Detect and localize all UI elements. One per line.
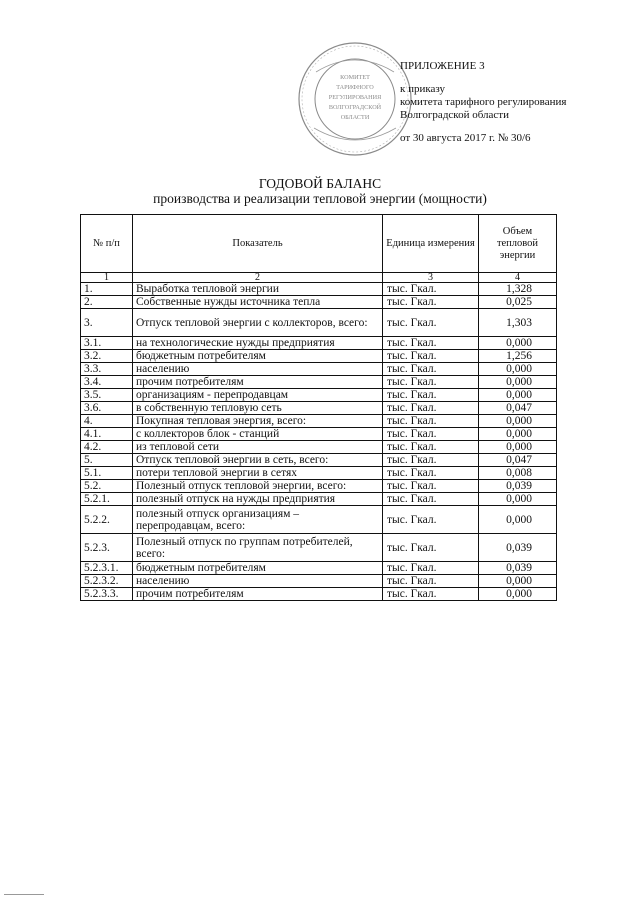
row-indicator: бюджетным потребителям	[133, 562, 383, 575]
row-indicator: с коллекторов блок - станций	[133, 428, 383, 441]
row-number: 2.	[81, 296, 133, 309]
index-cell: 4	[479, 273, 557, 283]
row-indicator: потери тепловой энергии в сетях	[133, 467, 383, 480]
row-number: 5.2.2.	[81, 506, 133, 534]
balance-table	[80, 214, 557, 601]
row-unit: тыс. Гкал.	[383, 454, 479, 467]
column-index-row	[81, 273, 557, 283]
row-number: 3.6.	[81, 402, 133, 415]
row-number: 4.1.	[81, 428, 133, 441]
row-unit: тыс. Гкал.	[383, 575, 479, 588]
table-row	[81, 337, 557, 350]
row-indicator: Отпуск тепловой энергии в сеть, всего:	[133, 454, 383, 467]
table-row	[81, 588, 557, 601]
row-number: 3.3.	[81, 363, 133, 376]
row-value: 0,000	[479, 363, 557, 376]
row-value: 1,328	[479, 283, 557, 296]
row-unit: тыс. Гкал.	[383, 534, 479, 562]
table-row	[81, 296, 557, 309]
table-row	[81, 402, 557, 415]
table-row	[81, 562, 557, 575]
row-value: 0,039	[479, 534, 557, 562]
row-value: 0,000	[479, 376, 557, 389]
row-value: 0,000	[479, 588, 557, 601]
row-unit: тыс. Гкал.	[383, 296, 479, 309]
table-row	[81, 415, 557, 428]
appendix-region-line: Волгоградской области	[400, 109, 509, 121]
row-indicator: из тепловой сети	[133, 441, 383, 454]
row-number: 5.2.3.3.	[81, 588, 133, 601]
table-row	[81, 363, 557, 376]
appendix-order-line: к приказу	[400, 83, 446, 95]
header-num: № п/п	[81, 215, 133, 273]
svg-text:КОМИТЕТ: КОМИТЕТ	[340, 74, 370, 81]
row-indicator: на технологические нужды предприятия	[133, 337, 383, 350]
row-unit: тыс. Гкал.	[383, 467, 479, 480]
row-number: 4.2.	[81, 441, 133, 454]
row-number: 5.	[81, 454, 133, 467]
table-row	[81, 350, 557, 363]
row-indicator: организациям - перепродавцам	[133, 389, 383, 402]
row-number: 5.2.3.1.	[81, 562, 133, 575]
header-value: Объем тепловой энергии	[479, 215, 557, 273]
index-cell: 2	[133, 273, 383, 283]
table-row	[81, 467, 557, 480]
row-value: 1,303	[479, 309, 557, 337]
row-value: 0,000	[479, 506, 557, 534]
row-number: 5.2.3.2.	[81, 575, 133, 588]
row-indicator: в собственную тепловую сеть	[133, 402, 383, 415]
row-number: 5.1.	[81, 467, 133, 480]
svg-text:ОБЛАСТИ: ОБЛАСТИ	[340, 114, 370, 121]
row-value: 0,000	[479, 389, 557, 402]
row-unit: тыс. Гкал.	[383, 415, 479, 428]
row-value: 0,047	[479, 454, 557, 467]
row-value: 0,000	[479, 337, 557, 350]
table-row	[81, 389, 557, 402]
row-unit: тыс. Гкал.	[383, 389, 479, 402]
row-number: 3.1.	[81, 337, 133, 350]
row-value: 0,039	[479, 562, 557, 575]
row-value: 0,047	[479, 402, 557, 415]
table-row	[81, 428, 557, 441]
row-indicator: населению	[133, 575, 383, 588]
row-value: 0,000	[479, 441, 557, 454]
row-number: 3.2.	[81, 350, 133, 363]
row-number: 5.2.	[81, 480, 133, 493]
table-row	[81, 575, 557, 588]
row-indicator: полезный отпуск организациям – перепродавцам, всего:	[133, 506, 383, 534]
table-row	[81, 506, 557, 534]
row-value: 0,008	[479, 467, 557, 480]
official-seal-stamp	[296, 40, 414, 158]
row-unit: тыс. Гкал.	[383, 480, 479, 493]
row-value: 0,039	[479, 480, 557, 493]
row-unit: тыс. Гкал.	[383, 350, 479, 363]
row-unit: тыс. Гкал.	[383, 562, 479, 575]
svg-text:ВОЛГОГРАДСКОЙ: ВОЛГОГРАДСКОЙ	[328, 104, 382, 111]
row-unit: тыс. Гкал.	[383, 506, 479, 534]
row-value: 0,000	[479, 428, 557, 441]
row-unit: тыс. Гкал.	[383, 428, 479, 441]
row-indicator: Собственные нужды источника тепла	[133, 296, 383, 309]
row-unit: тыс. Гкал.	[383, 493, 479, 506]
appendix-date-line: от 30 августа 2017 г. № 30/6	[400, 132, 531, 144]
row-unit: тыс. Гкал.	[383, 283, 479, 296]
table-row	[81, 493, 557, 506]
row-indicator: полезный отпуск на нужды предприятия	[133, 493, 383, 506]
row-value: 0,000	[479, 493, 557, 506]
row-number: 3.5.	[81, 389, 133, 402]
row-number: 3.4.	[81, 376, 133, 389]
row-unit: тыс. Гкал.	[383, 337, 479, 350]
row-indicator: Полезный отпуск тепловой энергии, всего:	[133, 480, 383, 493]
table-header-row	[81, 215, 557, 273]
table-row	[81, 441, 557, 454]
row-indicator: бюджетным потребителям	[133, 350, 383, 363]
row-indicator: Полезный отпуск по группам потребителей, всего:	[133, 534, 383, 562]
title-main: ГОДОВОЙ БАЛАНС	[258, 176, 382, 191]
row-unit: тыс. Гкал.	[383, 402, 479, 415]
row-value: 0,000	[479, 415, 557, 428]
table-row	[81, 454, 557, 467]
row-value: 0,000	[479, 575, 557, 588]
row-indicator: населению	[133, 363, 383, 376]
row-value: 0,025	[479, 296, 557, 309]
footer-rule	[4, 894, 44, 895]
row-number: 5.2.1.	[81, 493, 133, 506]
row-number: 3.	[81, 309, 133, 337]
document-title	[0, 176, 640, 206]
row-number: 5.2.3.	[81, 534, 133, 562]
table-row	[81, 283, 557, 296]
header-unit: Единица измерения	[383, 215, 479, 273]
appendix-committee-line: комитета тарифного регулирования	[400, 96, 567, 108]
table-row	[81, 480, 557, 493]
table-row	[81, 309, 557, 337]
svg-text:РЕГУЛИРОВАНИЯ: РЕГУЛИРОВАНИЯ	[328, 94, 382, 101]
row-unit: тыс. Гкал.	[383, 441, 479, 454]
row-unit: тыс. Гкал.	[383, 588, 479, 601]
index-cell: 3	[383, 273, 479, 283]
row-indicator: Покупная тепловая энергия, всего:	[133, 415, 383, 428]
row-number: 1.	[81, 283, 133, 296]
row-unit: тыс. Гкал.	[383, 363, 479, 376]
row-indicator: Отпуск тепловой энергии с коллекторов, всего:	[133, 309, 383, 337]
svg-text:ТАРИФНОГО: ТАРИФНОГО	[336, 84, 374, 91]
index-cell: 1	[81, 273, 133, 283]
header-indicator: Показатель	[133, 215, 383, 273]
row-indicator: прочим потребителям	[133, 588, 383, 601]
title-subtitle: производства и реализации тепловой энергии (мощности)	[153, 191, 487, 206]
table-row	[81, 376, 557, 389]
row-value: 1,256	[479, 350, 557, 363]
row-indicator: прочим потребителям	[133, 376, 383, 389]
table-row	[81, 534, 557, 562]
row-unit: тыс. Гкал.	[383, 376, 479, 389]
row-number: 4.	[81, 415, 133, 428]
row-unit: тыс. Гкал.	[383, 309, 479, 337]
row-indicator: Выработка тепловой энергии	[133, 283, 383, 296]
appendix-heading: ПРИЛОЖЕНИЕ 3	[400, 60, 485, 72]
appendix-block	[400, 60, 566, 145]
